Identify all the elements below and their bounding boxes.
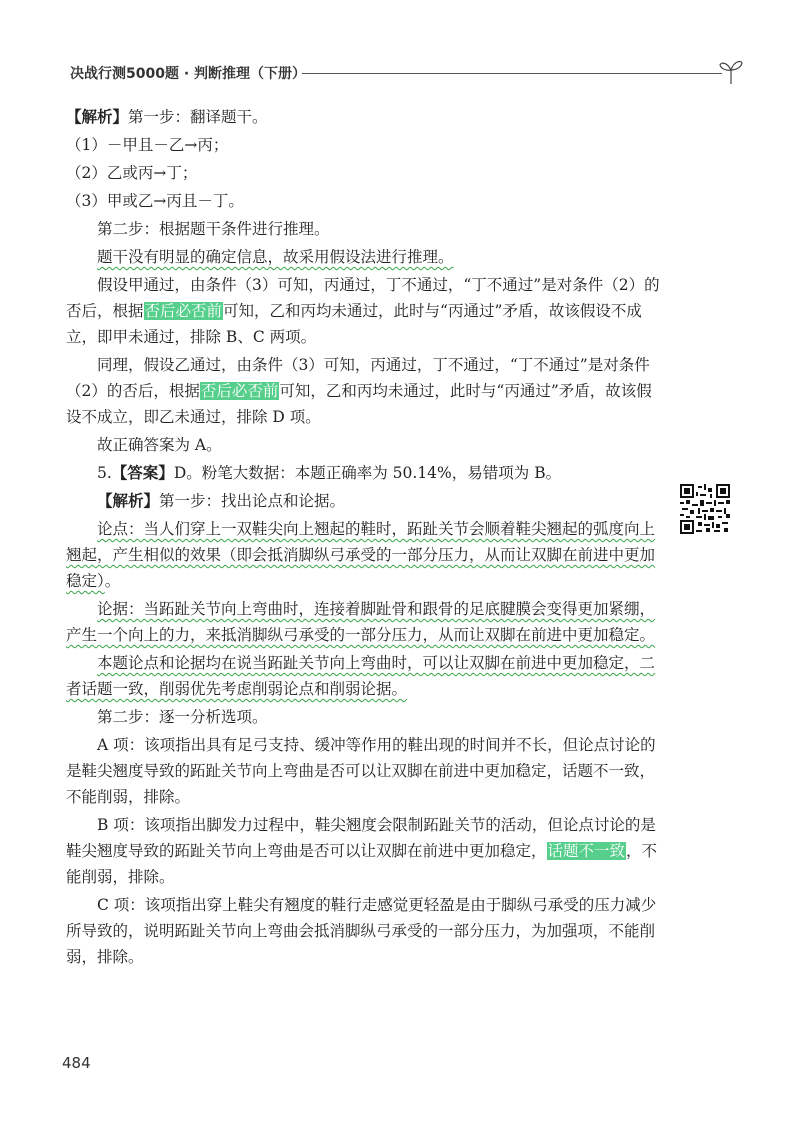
question-number: 5.	[97, 464, 112, 482]
analysis-label: 【解析】	[97, 491, 160, 510]
paragraph	[66, 104, 662, 130]
highlight-term: 否后必否前	[200, 382, 279, 400]
wavy-underlined-text: 论点：当人们穿上一双鞋尖向上翘起的鞋时，跖趾关节会顺着鞋尖翘起的弧度向上翘起，产生相似的效果（即会抵消脚纵弓承受的一部分压力，从而让双脚在前进中更加稳定）	[66, 520, 656, 590]
header-rule	[302, 73, 722, 74]
paragraph	[66, 272, 662, 350]
argument-point	[66, 516, 662, 594]
paragraph	[66, 244, 662, 270]
wavy-underlined-text: 题干没有明显的确定信息，故采用假设法进行推理。	[97, 248, 454, 266]
highlight-term: 话题不一致	[547, 842, 626, 860]
step-two-heading: 第二步：逐一分析选项。	[97, 708, 268, 726]
paragraph	[66, 488, 662, 514]
header-title: 决战行测5000题 · 判断推理（下册）	[70, 66, 307, 82]
paragraph-text: 假设甲通过，由条件（3）可知，丙通过，丁不通过，“丁不通过”是对条件（2）的否后，根据	[66, 276, 660, 320]
paragraph-text: D。粉笔大数据：本题正确率为 50.14%，易错项为 B。	[173, 464, 562, 482]
paragraph	[66, 352, 662, 430]
option-b	[66, 812, 662, 890]
highlight-term: 否后必否前	[144, 302, 223, 320]
sprout-icon	[718, 56, 744, 86]
explanation-body	[66, 104, 662, 970]
option-a: A 项：该项指出具有足弓支持、缓冲等作用的鞋出现的时间并不长，但论点讨论的是鞋尖翘度导致的跖趾关节向上弯曲是否可以让双脚在前进中更加稳定，话题不一致，不能削弱，排除。	[66, 736, 656, 806]
answer-conclusion: 故正确答案为 A。	[97, 436, 222, 454]
paragraph-text: ，不能削弱，排除。	[66, 842, 658, 886]
step-two-heading: 第二步：根据题干条件进行推理。	[97, 220, 330, 238]
analysis-label: 【解析】	[66, 107, 129, 126]
wavy-underlined-text: 论据：当跖趾关节向上弯曲时，连接着脚趾骨和跟骨的足底腱膜会变得更加紧绷，产生一个向上的力，来抵消脚纵弓承受的一部分压力，从而让双脚在前进中更加稳定。	[66, 600, 656, 644]
paragraph-text: 。	[104, 572, 121, 590]
premise-2: （2）乙或丙→丁；	[66, 164, 198, 182]
premise-3: （3）甲或乙→丙且－丁。	[66, 192, 244, 210]
question-5-answer	[66, 460, 662, 486]
option-c: C 项：该项指出穿上鞋尖有翘度的鞋行走感觉更轻盈是由于脚纵弓承受的压力减少所导致的，说明跖趾关节向上弯曲会抵消脚纵弓承受的一部分压力，为加强项，不能削弱，排除。	[66, 896, 657, 966]
paragraph-text: 第一步：找出论点和论据。	[159, 492, 346, 510]
paragraph-text: 可知，乙和丙均未通过，此时与“丙通过”矛盾，故该假设不成立，即乙未通过，排除 D 项。	[66, 382, 652, 426]
paragraph-text: 第一步：翻译题干。	[128, 108, 268, 126]
answer-label: 【答案】	[111, 463, 174, 482]
wavy-underlined-text: 本题论点和论据均在说当跖趾关节向上弯曲时，可以让双脚在前进中更加稳定，二者话题一致，削弱优先考虑削弱论点和削弱论据。	[66, 654, 656, 698]
argument-evidence	[66, 596, 662, 648]
page-header	[62, 56, 752, 88]
paragraph	[66, 650, 662, 702]
paragraph-text: 同理，假设乙通过，由条件（3）可知，丙通过，丁不通过，“丁不通过”是对条件（2）的否后，根据	[66, 356, 650, 400]
paragraph-text: 可知，乙和丙均未通过，此时与“丙通过”矛盾，故该假设不成立，即甲未通过，排除 B、C 两项。	[66, 302, 642, 346]
page-number: 484	[62, 1054, 91, 1072]
qr-code[interactable]	[680, 484, 730, 534]
premise-1: （1）－甲且－乙→丙；	[66, 136, 229, 154]
paragraph-text: B 项：该项指出脚发力过程中，鞋尖翘度会限制跖趾关节的活动，但论点讨论的是鞋尖翘度导致的跖趾关节向上弯曲是否可以让双脚在前进中更加稳定，	[66, 816, 656, 860]
